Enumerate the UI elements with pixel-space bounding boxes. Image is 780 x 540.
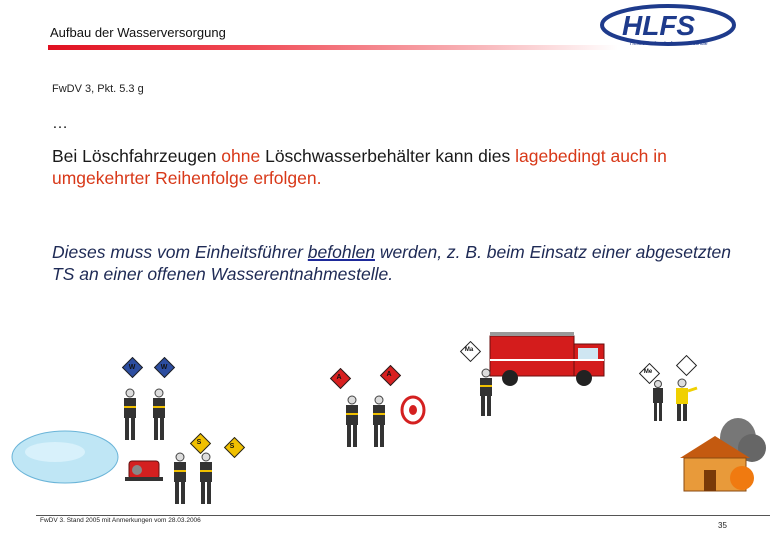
firefighter-icon xyxy=(345,395,359,449)
w-sign-label: W xyxy=(128,364,136,371)
firefighter-icon xyxy=(479,368,493,418)
s-sign-label: S xyxy=(229,443,235,450)
para2-underlined-befohlen: befohlen xyxy=(307,242,375,262)
s-sign-label: S xyxy=(196,439,202,446)
para1-text-1: Bei Löschfahrzeugen xyxy=(52,146,222,166)
para1-highlight-ohne: ohne xyxy=(221,146,261,166)
svg-text:HLFS: HLFS xyxy=(622,10,696,41)
header-divider xyxy=(48,45,618,50)
firefighter-icon xyxy=(173,452,187,506)
hose-reel-icon xyxy=(400,395,426,425)
ellipsis: … xyxy=(52,115,68,132)
firefighter-icon xyxy=(372,395,386,449)
portable-pump-icon xyxy=(125,455,165,485)
para2-text-1: Dieses muss vom Einheitsführer xyxy=(52,242,308,262)
firefighter-icon xyxy=(652,380,664,422)
footer-divider xyxy=(36,515,770,516)
a-sign-label: A xyxy=(386,371,392,378)
w-sign-label: W xyxy=(160,364,168,371)
fire-truck-icon xyxy=(488,330,608,390)
firefighter-icon xyxy=(123,388,137,442)
paragraph-command xyxy=(52,241,752,285)
para1-highlight-lagebedingt: lagebedingt xyxy=(515,146,606,166)
ma-sign-label: Ma xyxy=(464,347,474,353)
a-sign-label: A xyxy=(336,374,342,381)
firefighter-icon xyxy=(152,388,166,442)
regulation-reference: FwDV 3, Pkt. 5.3 g xyxy=(52,83,144,95)
para1-text-2: Löschwasserbehälter kann dies xyxy=(260,146,516,166)
unit-leader-icon xyxy=(674,378,698,422)
footer-source: FwDV 3. Stand 2005 mit Anmerkungen vom 28.03.2006 xyxy=(40,517,201,524)
firefighter-icon xyxy=(199,452,213,506)
leader-sign xyxy=(676,355,697,376)
para1-text-3: auch in umgekehrter Reihenfolge erfolgen. xyxy=(52,146,667,188)
me-sign-label: Me xyxy=(643,369,653,375)
svg-text:Hessische Landesfeuerwehrschul: Hessische Landesfeuerwehrschule xyxy=(630,41,708,47)
para2-text-2: werden, z. B. beim Einsatz einer abgesetzten TS an einer offenen Wasserentnahmestelle. xyxy=(52,242,731,284)
hlfs-logo xyxy=(596,4,736,50)
page-title: Aufbau der Wasserversorgung xyxy=(50,25,226,40)
page-number: 35 xyxy=(718,521,727,530)
water-pond xyxy=(10,430,120,485)
paragraph-reverse-order xyxy=(52,145,732,189)
burning-building-icon xyxy=(680,418,775,493)
